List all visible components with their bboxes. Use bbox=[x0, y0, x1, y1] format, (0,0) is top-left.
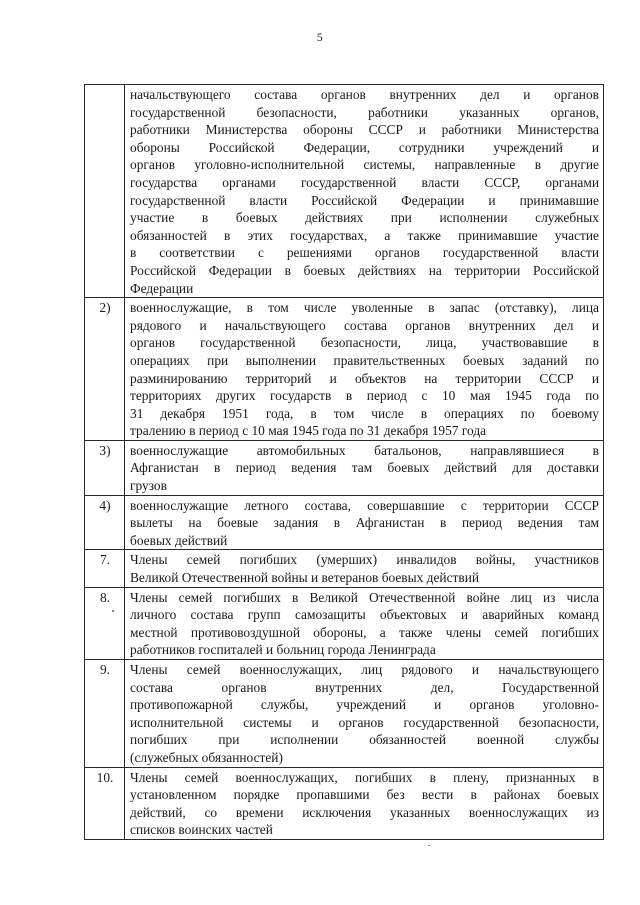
row-number: 7. bbox=[85, 550, 125, 587]
text-line: военнослужащие летного состава, совершавшие с территории СССР bbox=[130, 497, 599, 513]
row-text bbox=[125, 550, 604, 587]
row-text bbox=[125, 85, 604, 298]
row-text bbox=[125, 587, 604, 659]
table-row bbox=[85, 587, 604, 659]
text-line: территориях других государств в период с 10 мая 1945 года по bbox=[130, 388, 599, 404]
table-row bbox=[85, 767, 604, 839]
text-line: установленном порядке пропавшими без вести в районах боевых bbox=[130, 787, 599, 803]
text-line: личного состава групп самозащиты объектовых и аварийных команд bbox=[130, 607, 599, 623]
text-line: операциях при выполнении правительственных боевых заданий по bbox=[130, 352, 599, 368]
text-line: работников госпиталей и больниц города Ленинграда bbox=[130, 642, 436, 658]
text-line: вылеты на боевые задания в Афганистан в период ведения там bbox=[130, 515, 599, 531]
document-table bbox=[84, 84, 604, 840]
text-line: военнослужащие автомобильных батальонов, направлявшиеся в bbox=[130, 442, 599, 458]
text-line: органов государственной безопасности, лица, участвовавшие в bbox=[130, 335, 599, 351]
text-line: участие в боевых действиях при исполнении служебных bbox=[130, 210, 599, 226]
row-text bbox=[125, 495, 604, 550]
text-line: 31 декабря 1951 года, в том числе в операциях по боевому bbox=[130, 405, 599, 421]
row-number: 4) bbox=[85, 495, 125, 550]
text-line: состава органов внутренних дел, Государственной bbox=[130, 679, 599, 695]
row-number: 8. bbox=[85, 587, 125, 659]
text-line: Члены семей погибших в Великой Отечественной войне лиц из числа bbox=[130, 589, 599, 605]
text-line: разминированию территорий и объектов на территории СССР и bbox=[130, 370, 599, 386]
row-number: 3) bbox=[85, 440, 125, 495]
text-line: погибших при исполнении обязанностей военной службы bbox=[130, 732, 599, 748]
text-line: действий, со времени исключения указанных военнослужащих из bbox=[130, 804, 599, 820]
scan-artifact bbox=[428, 845, 430, 846]
text-line: обязанностей в этих государствах, а также принимавшие участие bbox=[130, 227, 599, 243]
text-line: (служебных обязанностей) bbox=[130, 749, 283, 765]
row-number bbox=[85, 85, 125, 298]
text-line: исполнительной системы и органов государственной безопасности, bbox=[130, 714, 599, 730]
row-number: 9. bbox=[85, 660, 125, 768]
row-text bbox=[125, 660, 604, 768]
text-line: тралению в период с 10 мая 1945 года по 31 декабря 1957 года bbox=[130, 423, 487, 439]
table-row bbox=[85, 298, 604, 441]
text-line: Федерации bbox=[130, 280, 194, 296]
text-line: государства органами государственной власти СССР, органами bbox=[130, 174, 599, 190]
text-line: Члены семей погибших (умерших) инвалидов войны, участников bbox=[130, 552, 599, 568]
text-line: грузов bbox=[130, 478, 167, 494]
text-line: государственной власти Российской Федерации и принимавшие bbox=[130, 192, 599, 208]
table-body bbox=[85, 85, 604, 840]
text-line: боевых действий bbox=[130, 532, 228, 548]
table-row bbox=[85, 550, 604, 587]
text-line: обороны Российской Федерации, сотрудники учреждений и bbox=[130, 139, 599, 155]
table-row bbox=[85, 495, 604, 550]
text-line: рядового и начальствующего состава органов внутренних дел и bbox=[130, 317, 599, 333]
text-line: работники Министерства обороны СССР и работники Министерства bbox=[130, 122, 599, 138]
table-row bbox=[85, 440, 604, 495]
scan-artifact bbox=[112, 610, 114, 612]
text-line: Афганистан в период ведения там боевых действий для доставки bbox=[130, 460, 599, 476]
text-line: органов уголовно-исполнительной системы, направленные в другие bbox=[130, 157, 599, 173]
row-text bbox=[125, 298, 604, 441]
text-line: противопожарной службы, учреждений и органов уголовно- bbox=[130, 697, 599, 713]
text-line: военнослужащие, в том числе уволенные в запас (отставку), лица bbox=[130, 300, 599, 316]
table-row bbox=[85, 85, 604, 298]
row-text bbox=[125, 767, 604, 839]
page-number: 5 bbox=[316, 30, 324, 44]
text-line: в соответствии с решениями органов государственной власти bbox=[130, 245, 599, 261]
text-line: Великой Отечественной войны и ветеранов боевых действий bbox=[130, 570, 480, 586]
text-line: Члены семей военнослужащих, погибших в плену, признанных в bbox=[130, 769, 599, 785]
text-line: местной противовоздушной обороны, а также члены семей погибших bbox=[130, 624, 599, 640]
text-line: Российской Федерации в боевых действиях на территории Российской bbox=[130, 262, 599, 278]
text-line: начальствующего состава органов внутренних дел и органов bbox=[130, 87, 599, 102]
text-line: списков воинских частей bbox=[130, 822, 273, 838]
text-line: Члены семей военнослужащих, лиц рядового и начальствующего bbox=[130, 662, 599, 677]
row-text bbox=[125, 440, 604, 495]
row-number: 2) bbox=[85, 298, 125, 441]
text-line: государственной безопасности, работники указанных органов, bbox=[130, 104, 599, 120]
table-row bbox=[85, 660, 604, 768]
row-number: 10. bbox=[85, 767, 125, 839]
